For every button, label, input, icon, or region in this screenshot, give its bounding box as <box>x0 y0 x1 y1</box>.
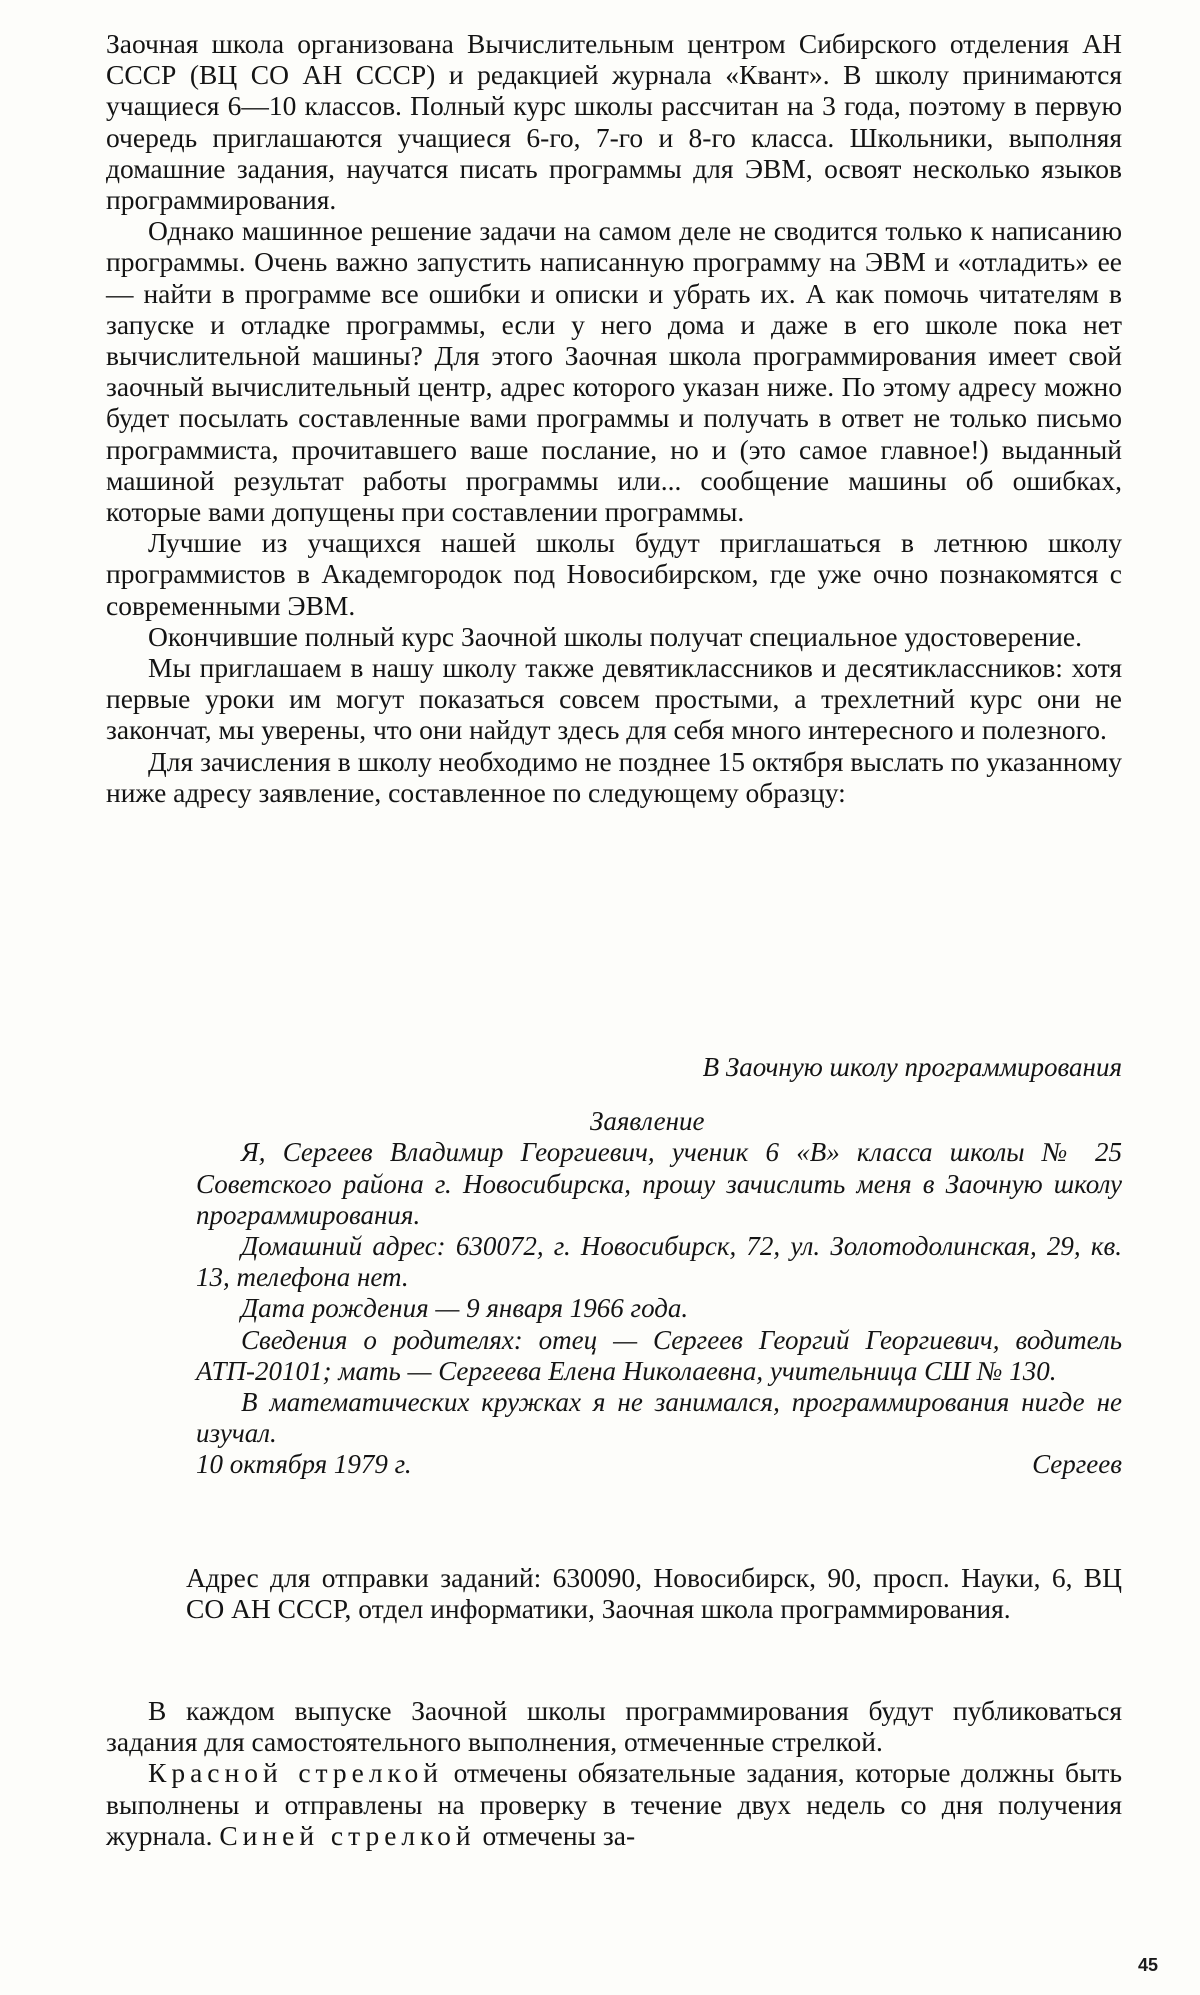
application-line: Дата рождения — 9 января 1966 года. <box>241 1293 689 1324</box>
sample-application <box>196 1052 1122 1481</box>
article-body <box>106 28 1122 808</box>
red-arrow-term: Красной стрелкой <box>148 1757 443 1789</box>
mailing-address: Адрес для отправки заданий: 630090, Новосибирск, 90, просп. Науки, 6, ВЦ СО АН СССР, отдел информатики, Заочная школа программирования. <box>186 1562 1122 1625</box>
paragraph-assignments: В каждом выпуске Заочной школы программирования будут публиковаться задания для самостоятельного выполнения, отмеченные стрелкой. <box>106 1695 1122 1758</box>
blue-arrow-term: Синей стрелкой <box>219 1819 476 1851</box>
application-line: Домашний адрес: 630072, г. Новосибирск, 72, ул. Золотодолинская, 29, кв. 13, телефона нет. <box>196 1231 1122 1293</box>
paragraph-certificate: Окончившие полный курс Заочной школы получат специальное удостоверение. <box>148 620 1082 652</box>
paragraph-older-students: Мы приглашаем в нашу школу также девятиклассников и десятиклассников: хотя первые уроки им могут показаться совсем простыми, а трехлетний курс они не закончат, мы уверены, что они найдут здесь для себя много интересного и полезного. <box>106 652 1122 746</box>
paragraph-enrollment: Для зачисления в школу необходимо не позднее 15 октября выслать по указанному ниже адресу заявление, составленное по следующему образцу: <box>106 745 1122 808</box>
red-arrow-desc: отмечены обязательные задания, которые должны быть выполнены и отправлены на проверку в течение двух недель со дня получения журнала. <box>106 1757 1122 1851</box>
application-signature: Сергеев <box>1032 1449 1122 1480</box>
application-line: В математических кружках я не занимался, программирования нигде не изучал. <box>196 1387 1122 1449</box>
paragraph-debugging: Однако машинное решение задачи на самом деле не сводится только к написанию программы. Очень важно запустить написанную программу на ЭВМ и «отладить» ее — найти в программе все ошибки и описки и убрать их. А как помочь читателям в запуске и отладке программы, если у него дома и даже в его школе пока нет вычислительной машины? Для этого Заочная школа программирования имеет свой заочный вычислительный центр, адрес которого указан ниже. По этому адресу можно будет посылать составленные вами программы и получать в ответ не только письмо программиста, прочитавшего ваше послание, но и (это самое главное!) выданный машиной результат работы программы или... сообщение машины об ошибках, которые вами допущены при составлении программы. <box>106 215 1122 528</box>
blue-arrow-desc: отмечены за- <box>475 1819 636 1851</box>
paragraph-summer-school: Лучшие из учащихся нашей школы будут приглашаться в летнюю школу программистов в Академгородок под Новосибирском, где уже очно познакомятся с современными ЭВМ. <box>106 527 1122 621</box>
application-heading: Заявление <box>590 1106 705 1137</box>
page-number: 45 <box>1138 1955 1159 1975</box>
application-line: Сведения о родителях: отец — Сергеев Георгий Георгиевич, водитель АТП-20101; мать — Сергеева Елена Николаевна, учительница СШ № 130. <box>196 1324 1122 1386</box>
application-line: Я, Сергеев Владимир Георгиевич, ученик 6 «В» класса школы № 25 Советского района г. Новосибирска, прошу зачислить меня в Заочную школу программирования. <box>196 1137 1122 1230</box>
application-footer <box>196 1449 1122 1480</box>
application-addressee: В Заочную школу программирования <box>702 1052 1122 1082</box>
assignments-note <box>106 1695 1122 1851</box>
paragraph-arrows <box>106 1757 1122 1851</box>
application-date: 10 октября 1979 г. <box>196 1449 412 1480</box>
paragraph-intro: Заочная школа организована Вычислительным центром Сибирского отделения АН СССР (ВЦ СО АН СССР) и редакцией журнала «Квант». В школу принимаются учащиеся 6—10 классов. Полный курс школы рассчитан на 3 года, поэтому в первую очередь приглашаются учащиеся 6-го, 7-го и 8-го класса. Школьники, выполняя домашние задания, научатся писать программы для ЭВМ, освоят несколько языков программирования. <box>106 28 1122 216</box>
